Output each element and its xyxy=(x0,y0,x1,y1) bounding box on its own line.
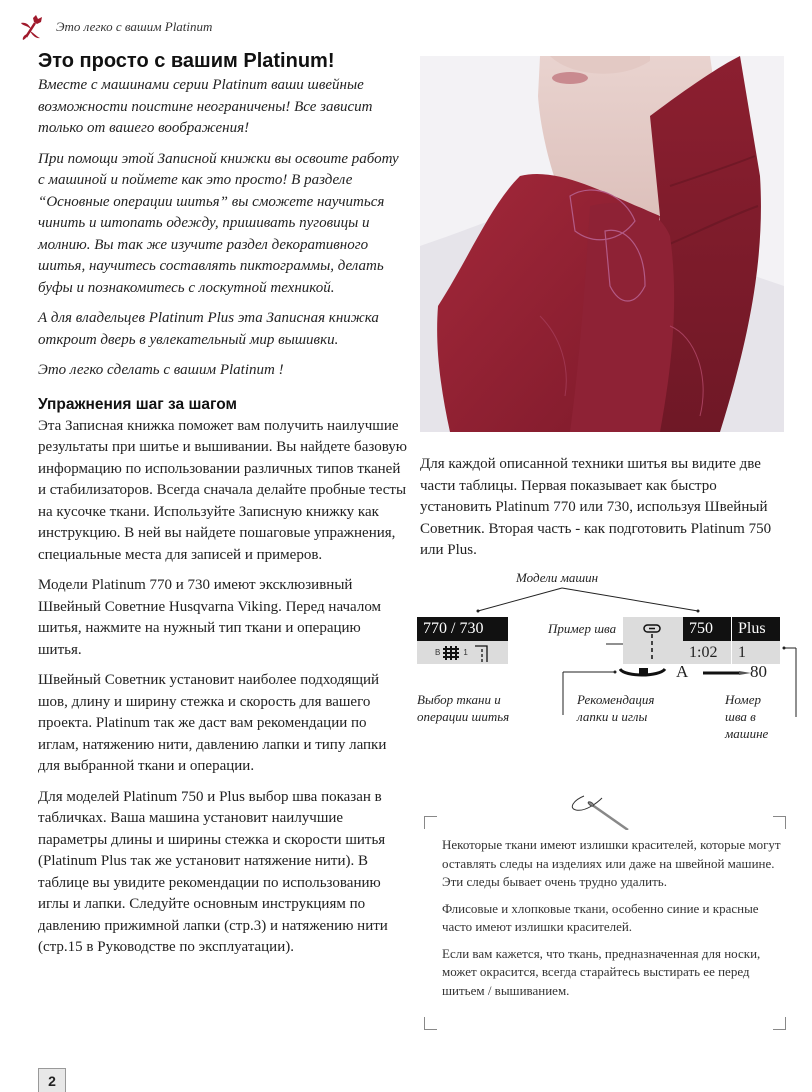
needle-icon xyxy=(703,668,753,678)
model-750-header: 750 xyxy=(683,617,731,641)
corner-mark xyxy=(424,1017,437,1030)
fabric-grid-icon xyxy=(442,645,460,661)
corner-mark xyxy=(773,816,786,829)
tip-paragraph: Некоторые ткани имеют излишки красителей, которые могут оставлять следы на изделиях или даже на швейной машине. Эти следы бывает очень трудно удалить. xyxy=(442,837,781,889)
operation-code: 1 xyxy=(463,648,468,657)
intro-paragraph: А для владельцев Platinum Plus эта Записная книжка откроит дверь в увлекательный мир вышивки. xyxy=(38,310,379,348)
tip-paragraph: Флисовые и хлопковые ткани, особенно синие и красные часто имеют излишки красителей. xyxy=(442,900,759,934)
body-text xyxy=(38,416,408,959)
stitch-number-caption: Номер шва в машине xyxy=(725,692,769,741)
model-770-730-header: 770 / 730 xyxy=(417,617,508,641)
body-paragraph: Эта Записная книжка поможет вам получить наилучшие результаты при шитье и вышивании. Вы найдете базовую информацию по использовании различных типов тканей и стабилизаторов. Всегда сначала делайте пробные тесты на кусочке ткани. Используйте Записную книжку как инструкцию. В ней вы найдете пошаговые упражнения, специальные места для записей и примеров. xyxy=(38,417,407,563)
fabric-selection-caption: Выбор ткани и операции шитья xyxy=(417,692,510,724)
presser-foot-icon xyxy=(619,665,667,679)
intro-paragraph: Вместе с машинами серии Platinum ваши швейные возможности поистине неограничены! Все зависит только от вашего воображения! xyxy=(38,77,373,136)
seam-operation-icon xyxy=(474,644,490,662)
foot-needle-caption: Рекомендация лапки и иглы xyxy=(577,692,655,724)
flower-logo-icon xyxy=(20,13,48,41)
running-title: Это легко с вашим Platinum xyxy=(56,19,213,34)
scarf-illustration xyxy=(420,56,784,432)
stitch-example-cell xyxy=(623,617,683,664)
needle-thread-icon xyxy=(564,790,634,830)
page-number: 2 xyxy=(38,1068,66,1092)
model-plus-header: Plus xyxy=(732,617,780,641)
stitch-number-750: 1:02 xyxy=(683,641,731,664)
corner-mark xyxy=(424,816,437,829)
left-column xyxy=(38,50,408,968)
scarf-photo xyxy=(420,56,784,432)
page-title: Это просто с вашим Platinum! xyxy=(38,50,335,72)
intro-paragraph: При помощи этой Записной книжки вы освоите работу с машиной и поймете как это просто! В разделе “Основные операции шитья” вы сможете научиться чинить и штопать одежду, пришивать пуговицы и молнию. Вы так же изучите раздел декоративного шитья, научитесь составлять пиктограммы, делать буфы и познакомитесь с лоскутной техникой. xyxy=(38,150,399,296)
section-title: Упражнения шаг за шагом xyxy=(38,395,237,413)
body-paragraph: Для моделей Platinum 750 и Plus выбор шва показан в табличках. Ваша машина установит наилучшие параметры длины и ширины стежка и скорости шитья (Platinum Plus так же установит натяжение нити). В таблице вы увидите рекомендации по использованию иглы и лапки. Следуйте основным инструкциям по давлению прижимной лапки (стр.3) и натяжению нити (стр.15 в Руководстве по эксплуатации). xyxy=(38,788,388,955)
fabric-code: B xyxy=(435,648,441,657)
body-paragraph: Модели Platinum 770 и 730 имеют эксклюзивный Швейный Советние Husqvarna Viking. Перед началом шитья, нажмите на нужный тип ткани и операцию шитья. xyxy=(38,577,382,658)
tip-paragraph: Если вам кажется, что ткань, предназначенная для носки, может окрасится, всегда старайтесь выстирать ее перед шитьем / вышиванием. xyxy=(442,945,761,998)
stitch-example-label: Пример шва xyxy=(548,621,617,636)
dye-tip-box xyxy=(424,790,786,1030)
needle-size: 80 xyxy=(750,662,767,681)
tip-text xyxy=(442,836,782,1008)
models-label: Модели машин xyxy=(516,570,599,585)
table-explanation-paragraph: Для каждой описанной техники шитья вы видите две части таблицы. Первая показывает как быстро установить Platinum 770 или 730, используя Швейный Советник. Вторая часть - как подготовить Platinum 750 или Plus. xyxy=(420,456,772,558)
running-header xyxy=(20,12,212,42)
straight-stitch-icon xyxy=(623,617,683,664)
settings-table-diagram xyxy=(410,565,810,745)
intro-paragraph: Это легко сделать с вашим Platinum ! xyxy=(38,362,284,378)
sewing-advisor-row xyxy=(417,641,508,664)
body-paragraph: Швейный Советник установит наиболее подходящий шов, длину и ширину стежка и скорость для вашего проекта. Platinum так же даст вам рекомендации по иглам, натяжению нити, давлению лапки и типу лапки для выбранной ткани и операции. xyxy=(38,672,387,774)
corner-mark xyxy=(773,1017,786,1030)
stitch-number-plus: 1 xyxy=(732,641,780,664)
table-explanation xyxy=(420,454,790,562)
intro xyxy=(38,75,408,382)
foot-letter: A xyxy=(676,662,689,681)
